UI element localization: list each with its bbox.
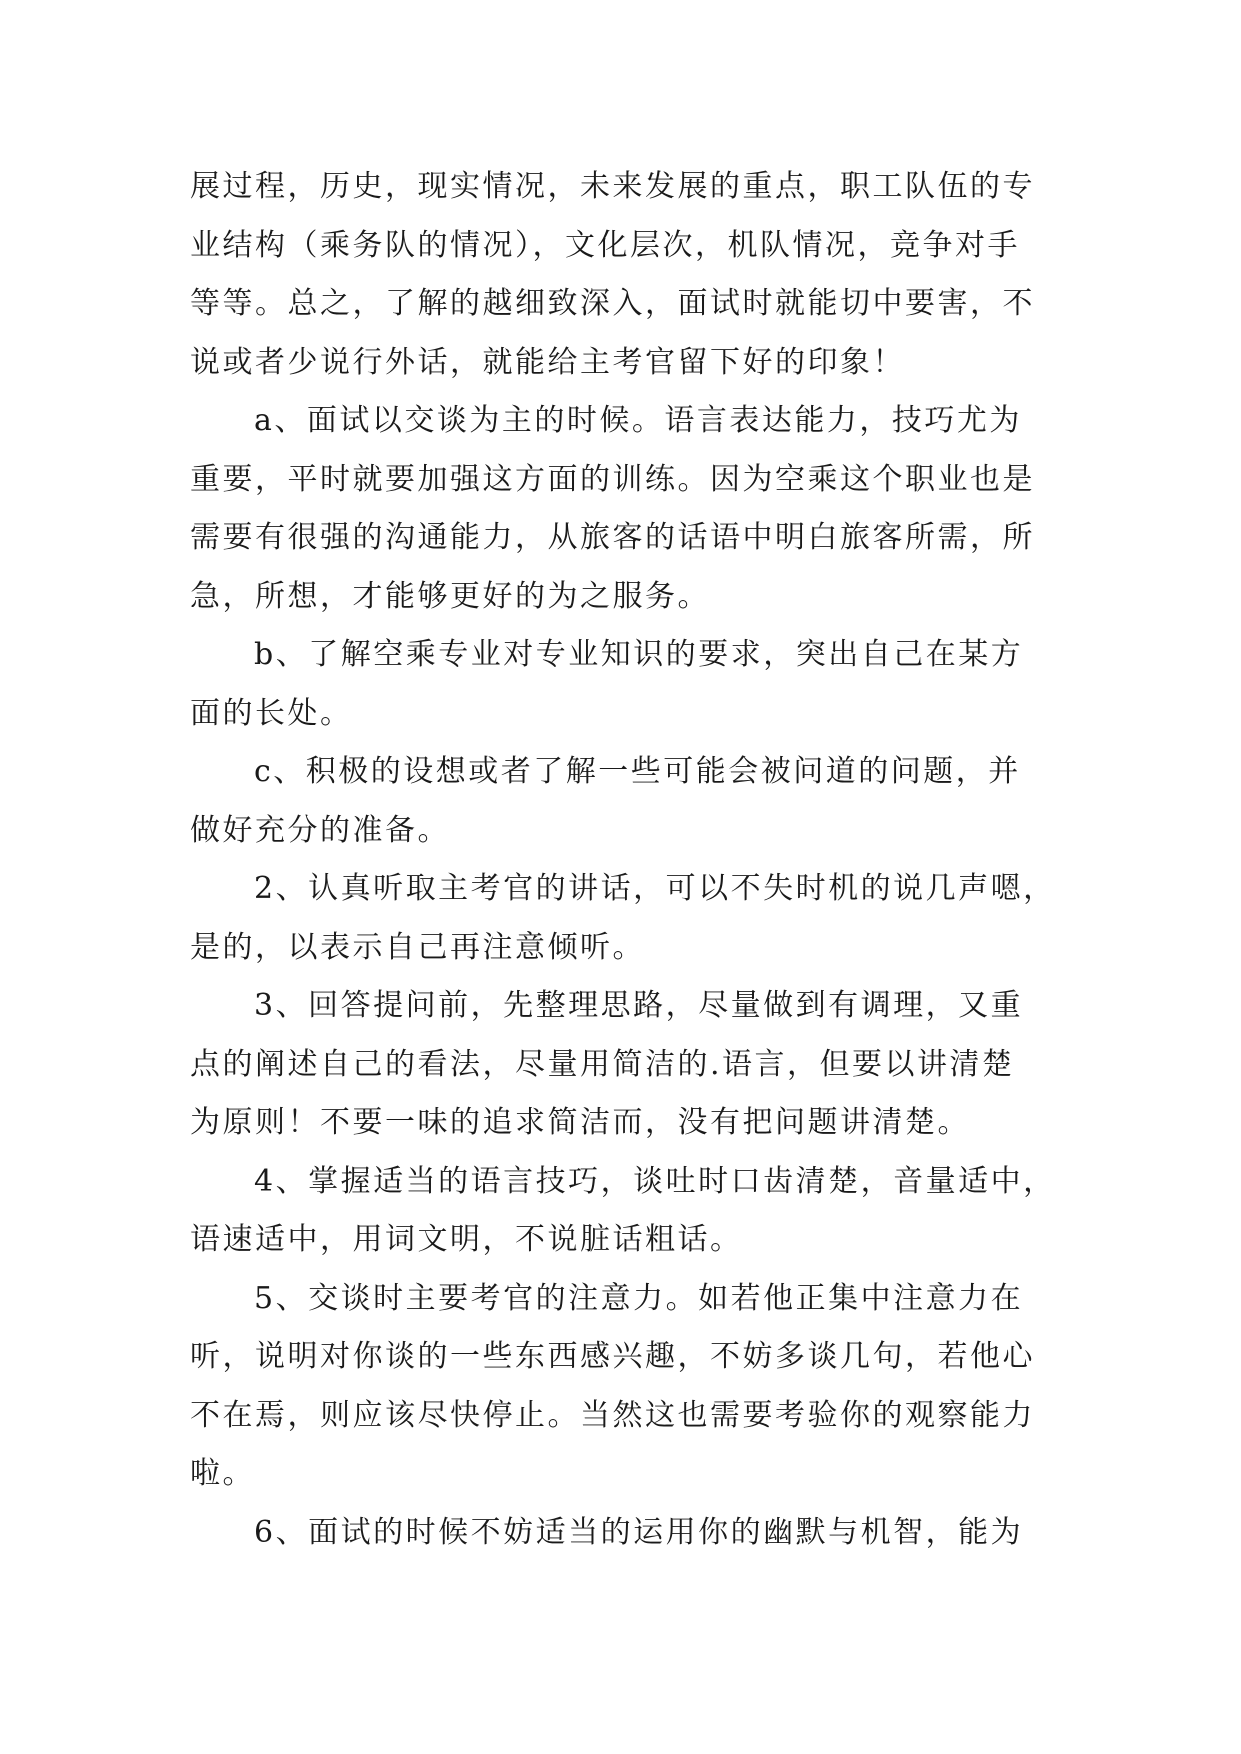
text-line: 说或者少说行外话，就能给主考官留下好的印象！: [190, 344, 905, 380]
text-line: 是的，以表示自己再注意倾听。: [190, 929, 645, 965]
text-line: 语速适中，用词文明，不说脏话粗话。: [190, 1222, 743, 1257]
text-line: 重要，平时就要加强这方面的训练。因为空乘这个职业也是: [190, 461, 1035, 497]
text-line: 3、回答提问前，先整理思路，尽量做到有调理，又重: [254, 988, 1024, 1023]
text-line: 6、面试的时候不妨适当的运用你的幽默与机智，能为: [254, 1514, 1024, 1550]
text-line: 啦。: [190, 1456, 255, 1491]
text-line: 面的长处。: [190, 695, 353, 731]
paragraph: [190, 743, 1060, 860]
text-line: 4、掌握适当的语言技巧，谈吐时口齿清楚，音量适中，: [254, 1163, 1056, 1199]
paragraph: [190, 392, 1060, 626]
text-line: 为原则！不要一味的追求简洁而，没有把问题讲清楚。: [190, 1105, 970, 1140]
document-body: [190, 158, 1060, 1562]
text-line: 等等。总之，了解的越细致深入，面试时就能切中要害，不: [190, 286, 1035, 321]
text-line: 做好充分的准备。: [190, 812, 450, 848]
text-line: 不在焉，则应该尽快停止。当然这也需要考验你的观察能力: [190, 1397, 1035, 1433]
text-line: 需要有很强的沟通能力，从旅客的话语中明白旅客所需，所: [190, 520, 1035, 555]
text-line: 5、交谈时主要考官的注意力。如若他正集中注意力在: [254, 1280, 1024, 1316]
text-line: 听，说明对你谈的一些东西感兴趣，不妨多谈几句，若他心: [190, 1339, 1035, 1374]
text-line: a、面试以交谈为主的时候。语言表达能力，技巧尤为: [254, 403, 1022, 438]
paragraph: [190, 626, 1060, 743]
paragraph: [190, 1504, 1060, 1563]
text-line: b、了解空乘专业对专业知识的要求，突出自己在某方: [254, 637, 1024, 672]
text-line: 点的阐述自己的看法，尽量用简洁的.语言，但要以讲清楚: [190, 1046, 1015, 1082]
text-line: 急，所想，才能够更好的为之服务。: [190, 578, 710, 614]
text-line: 2、认真听取主考官的讲话，可以不失时机的说几声嗯，: [254, 871, 1056, 906]
paragraph: [190, 1153, 1060, 1270]
text-line: 业结构（乘务队的情况），文化层次，机队情况，竞争对手: [190, 227, 1020, 263]
text-line: 展过程，历史，现实情况，未来发展的重点，职工队伍的专: [190, 169, 1035, 204]
text-line: c、积极的设想或者了解一些可能会被问道的问题，并: [254, 754, 1021, 789]
paragraph: [190, 158, 1060, 392]
paragraph: [190, 860, 1060, 977]
paragraph: [190, 1270, 1060, 1504]
paragraph: [190, 977, 1060, 1153]
